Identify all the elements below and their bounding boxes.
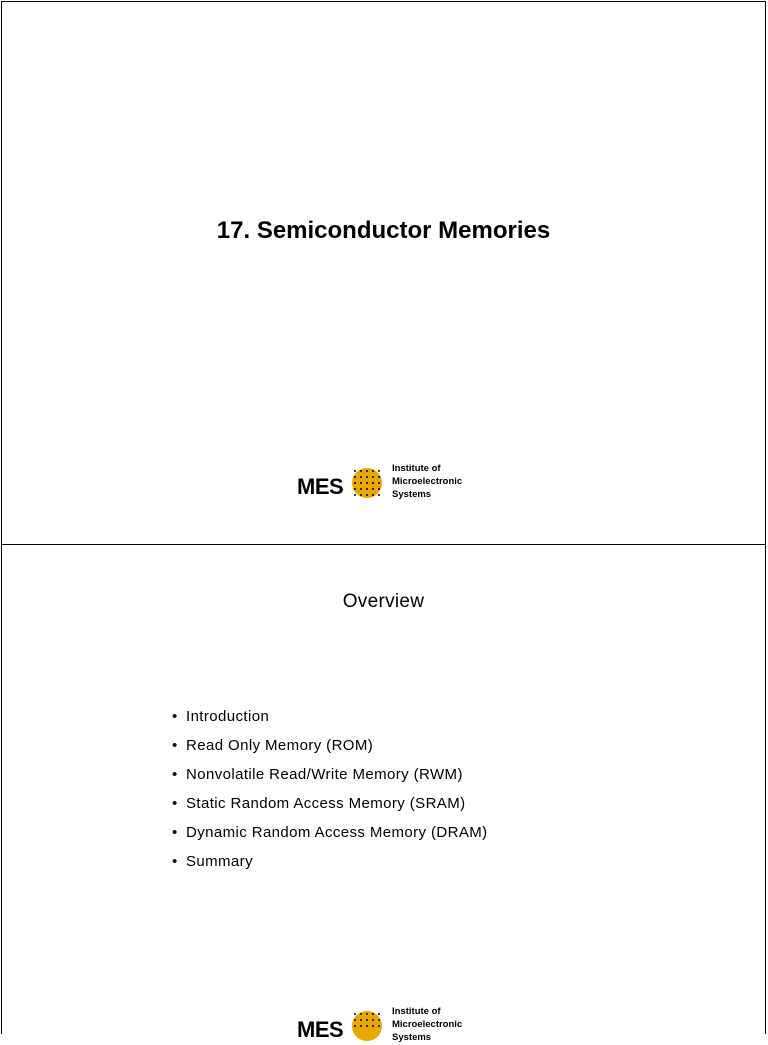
mes-dot-grid-logo-icon bbox=[350, 1009, 384, 1043]
list-item bbox=[172, 765, 488, 794]
logo-abbr: MES bbox=[297, 1017, 344, 1042]
logo-abbr: MES bbox=[297, 474, 344, 499]
list-item-text: Nonvolatile Read/Write Memory (RWM) bbox=[186, 766, 463, 783]
logo-line-1: Institute of bbox=[392, 1006, 441, 1017]
list-item bbox=[172, 707, 488, 736]
logo-line-3: Systems bbox=[392, 1032, 432, 1043]
institute-logo bbox=[297, 1005, 487, 1045]
slide-title bbox=[1, 1, 766, 545]
logo-line-1: Institute of bbox=[392, 463, 441, 474]
list-item-text: Dynamic Random Access Memory (DRAM) bbox=[186, 824, 488, 841]
slide-overview bbox=[1, 544, 766, 1043]
bullet-icon: • bbox=[172, 737, 178, 754]
logo-line-2: Microelectronic bbox=[392, 476, 463, 487]
bullet-icon: • bbox=[172, 824, 178, 841]
list-item bbox=[172, 736, 488, 765]
list-item bbox=[172, 823, 488, 852]
list-item-text: Summary bbox=[186, 853, 253, 870]
list-item-text: Introduction bbox=[186, 708, 270, 725]
bullet-icon: • bbox=[172, 795, 178, 812]
institute-logo bbox=[297, 462, 487, 502]
list-item-text: Static Random Access Memory (SRAM) bbox=[186, 795, 466, 812]
logo-institute-name bbox=[392, 1005, 462, 1044]
bullet-icon: • bbox=[172, 766, 178, 783]
list-item bbox=[172, 794, 488, 823]
bullet-icon: • bbox=[172, 708, 178, 725]
logo-line-2: Microelectronic bbox=[392, 1019, 463, 1030]
logo-line-3: Systems bbox=[392, 489, 432, 500]
overview-title: Overview bbox=[342, 591, 425, 612]
list-item bbox=[172, 852, 488, 881]
mes-dot-grid-logo-icon bbox=[350, 466, 384, 500]
overview-list bbox=[172, 707, 488, 881]
logo-institute-name bbox=[392, 462, 462, 501]
bullet-icon: • bbox=[172, 853, 178, 870]
list-item-text: Read Only Memory (ROM) bbox=[186, 737, 374, 754]
slide-title-text: 17. Semiconductor Memories bbox=[216, 217, 551, 244]
